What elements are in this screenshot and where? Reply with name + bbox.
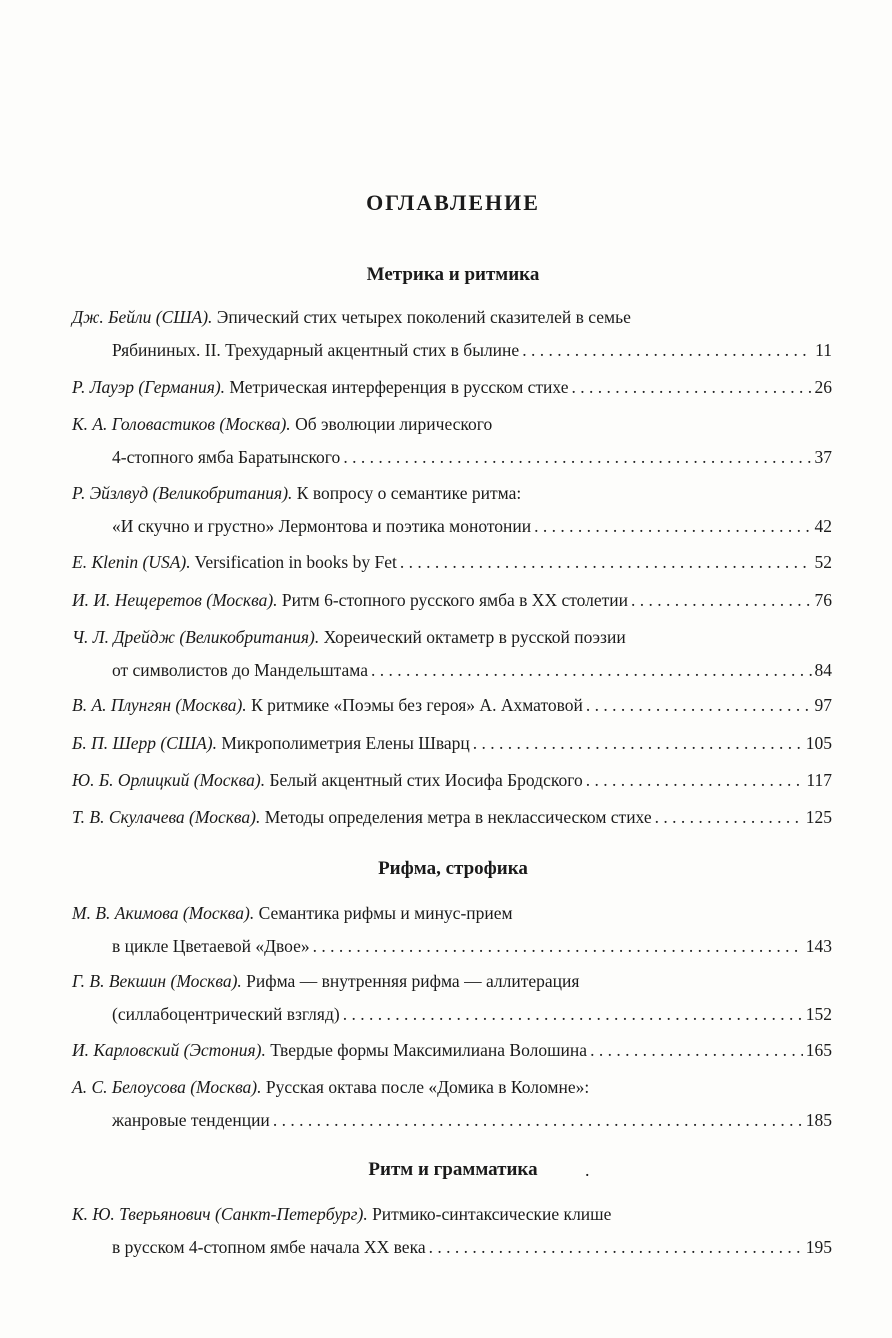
entry-author: Дж. Бейли (США). (72, 307, 213, 327)
entry-title: «И скучно и грустно» Лермонтова и поэтика монотонии (112, 516, 532, 536)
entry-title: Твердые формы Максимилиана Волошина (270, 1040, 588, 1060)
page-title: ОГЛАВЛЕНИЕ (366, 190, 540, 215)
entry-page: 76 (814, 590, 832, 610)
toc-entry (72, 584, 832, 617)
entry-title: Versification in books by Fet (194, 552, 397, 572)
entry-title: в цикле Цветаевой «Двое» (112, 936, 310, 956)
entry-title: (силлабоцентрический взгляд) (112, 1004, 340, 1024)
entry-page: 37 (814, 447, 832, 467)
entry-author: Б. П. Шерр (США). (72, 733, 217, 753)
entry-author: Ю. Б. Орлицкий (Москва). (72, 770, 266, 790)
entry-author: И. И. Нещеретов (Москва). (72, 590, 278, 610)
entry-page: 152 (805, 1004, 832, 1024)
stray-mark: . (585, 1160, 590, 1180)
entry-title: Ритмико-синтаксические клише (372, 1204, 612, 1224)
entry-title: в русском 4-стопном ямбе начала XX века (112, 1237, 426, 1257)
section-heading-rhythm-grammar: Ритм и грамматика (368, 1159, 538, 1180)
entry-title: Рябининых. II. Трехударный акцентный стих в былине (112, 340, 520, 360)
entry-page: 97 (814, 695, 832, 715)
entry-author: Ч. Л. Дрейдж (Великобритания). (72, 627, 320, 647)
entry-author: А. С. Белоусова (Москва). (72, 1077, 262, 1097)
entry-title: Метрическая интерференция в русском стихе (229, 377, 569, 397)
toc-entry (72, 801, 832, 834)
entry-page: 143 (805, 936, 832, 956)
entry-author: К. Ю. Тверьянович (Санкт-Петербург). (72, 1204, 368, 1224)
toc-entry (72, 477, 832, 543)
entry-title: Семантика рифмы и минус-прием (258, 903, 513, 923)
entry-author: В. А. Плунгян (Москва). (72, 695, 247, 715)
toc-entry (72, 965, 832, 1031)
entry-page: 125 (805, 807, 832, 827)
entry-page: 117 (806, 770, 832, 790)
entry-title: 4-стопного ямба Баратынского (112, 447, 341, 467)
section-heading-metrics: Метрика и ритмика (366, 264, 540, 285)
entry-page: 42 (814, 516, 832, 536)
toc-entry (72, 764, 832, 797)
toc-entry (72, 1034, 832, 1067)
entry-author: Р. Лауэр (Германия). (72, 377, 226, 397)
entry-title: Хореический октаметр в русской поэзии (323, 627, 626, 647)
entry-author: М. В. Акимова (Москва). (72, 903, 255, 923)
entry-page: 165 (805, 1040, 832, 1060)
entry-author: Р. Эйзлвуд (Великобритания). (72, 483, 293, 503)
toc-entry (72, 689, 832, 722)
entry-title: Белый акцентный стих Иосифа Бродского (269, 770, 583, 790)
toc-entry (72, 1071, 832, 1137)
toc-entry (72, 301, 832, 367)
entry-page: 84 (814, 660, 832, 680)
entry-title: Ритм 6-стопного русского ямба в XX столетии (281, 590, 629, 610)
entry-author: Г. В. Векшин (Москва). (72, 971, 242, 991)
entry-page: 185 (805, 1110, 832, 1130)
entry-page: 105 (805, 733, 832, 753)
section-heading-rhyme: Рифма, строфика (378, 858, 528, 879)
entry-title: Эпический стих четырех поколений сказителей в семье (216, 307, 631, 327)
entry-page: 11 (815, 340, 832, 360)
entry-title: Русская октава после «Домика в Коломне»: (265, 1077, 590, 1097)
toc-entry (72, 546, 832, 579)
entry-title: жанровые тенденции (112, 1110, 270, 1130)
toc-entry (72, 371, 832, 404)
entry-title: от символистов до Мандельштама (112, 660, 369, 680)
toc-entry (72, 727, 832, 760)
entry-page: 26 (814, 377, 832, 397)
entry-title: Микрополиметрия Елены Шварц (221, 733, 470, 753)
entry-title: Методы определения метра в неклассическом стихе (264, 807, 652, 827)
toc-entry (72, 1198, 832, 1264)
toc-entry (72, 408, 832, 474)
entry-title: К вопросу о семантике ритма: (296, 483, 522, 503)
entry-title: Рифма — внутренняя рифма — аллитерация (246, 971, 580, 991)
entry-title: К ритмике «Поэмы без героя» А. Ахматовой (251, 695, 583, 715)
entry-author: И. Карловский (Эстония). (72, 1040, 266, 1060)
entry-page: 195 (805, 1237, 832, 1257)
entry-author: К. А. Головастиков (Москва). (72, 414, 291, 434)
entry-author: Т. В. Скулачева (Москва). (72, 807, 261, 827)
entry-author: E. Klenin (USA). (72, 552, 191, 572)
entry-page: 52 (814, 552, 832, 572)
toc-entry (72, 897, 832, 963)
toc-entry (72, 621, 832, 687)
entry-title: Об эволюции лирического (295, 414, 493, 434)
